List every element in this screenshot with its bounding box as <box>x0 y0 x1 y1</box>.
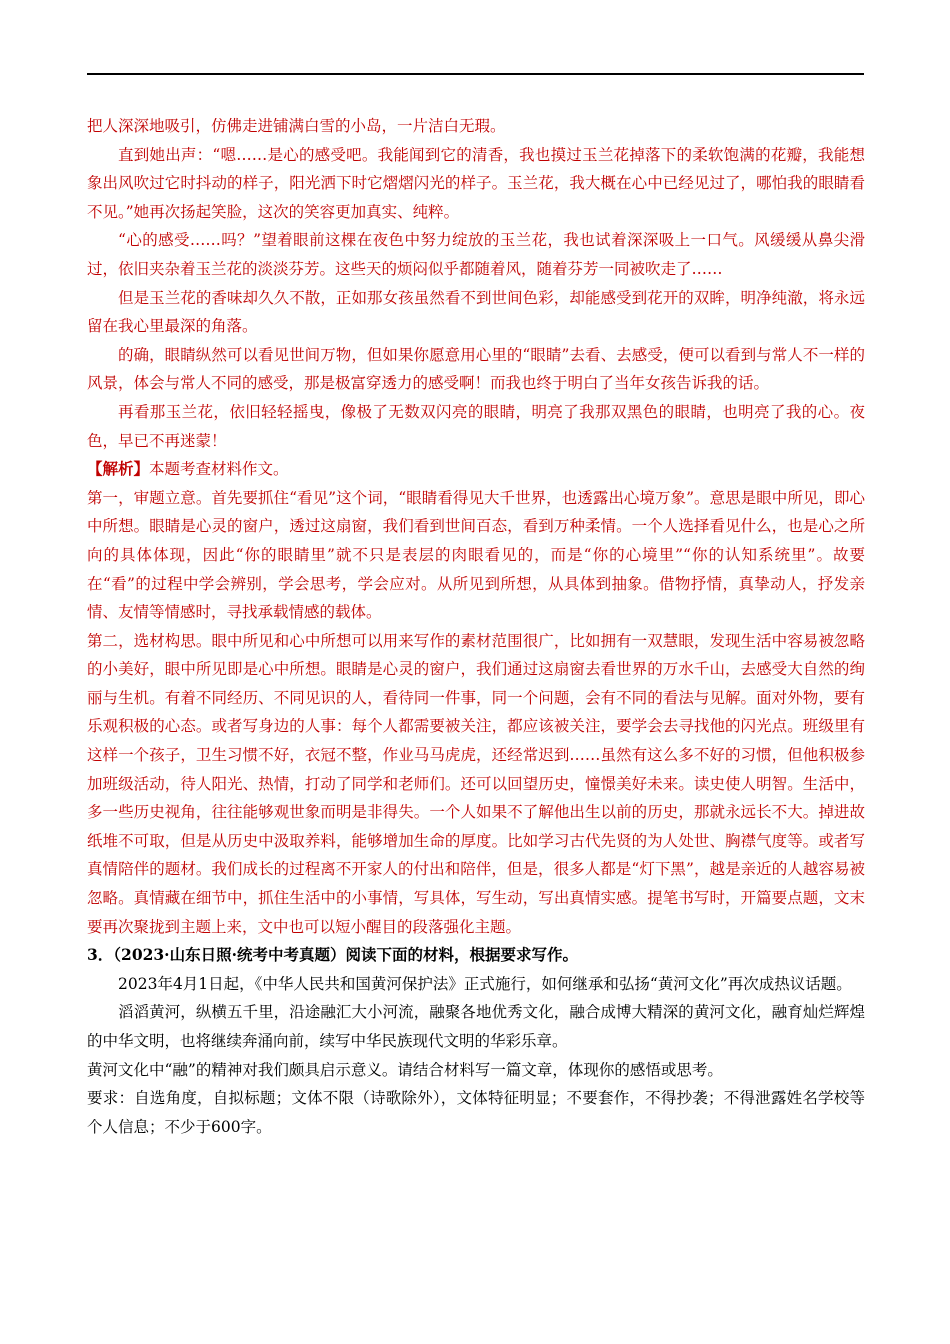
analysis-point-1: 第一，审题立意。首先要抓住“看见”这个词，“眼睛看得见大千世界，也透露出心境万象”。意思是眼中所见，即心中所想。眼睛是心灵的窗户，透过这扇窗，我们看到世间百态，看到万种柔情。一个人选择看见什么，也是心之所向的具体体现，因此“你的眼睛里”就不只是表层的肉眼看见的，而是“你的心境里”“你的认知系统里”。故要在“看”的过程中学会辨别，学会思考，学会应对。从所见到所想，从具体到抽象。借物抒情，真挚动人，抒发亲情、友情等情感时，寻找承载情感的载体。 <box>87 488 865 622</box>
essay-paragraph: 把人深深地吸引，仿佛走进铺满白雪的小岛，一片洁白无瑕。 <box>87 117 506 135</box>
question-3-requirements: 要求：自选角度，自拟标题；文体不限（诗歌除外），文体特征明显；不要套作，不得抄袭；不得泄露姓名学校等个人信息；不少于600字。 <box>87 1089 865 1136</box>
question-3-material-1: 2023年4月1日起，《中华人民共和国黄河保护法》正式施行，如何继承和弘扬“黄河文化”再次成热议话题。 <box>118 974 852 993</box>
analysis-intro-text: 本题考查材料作文。 <box>149 460 289 479</box>
question-3-header: 3．（2023·山东日照·统考中考真题）阅读下面的材料，根据要求写作。 <box>87 945 578 965</box>
analysis-tag: 【解析】 <box>87 459 150 479</box>
analysis-point-2: 第二，选材构思。眼中所见和心中所想可以用来写作的素材范围很广，比如拥有一双慧眼，发现生活中容易被忽略的小美好，眼中所见即是心中所想。眼睛是心灵的窗户，我们通过这扇窗去看世界的万水千山，去感受大自然的绚丽与生机。有着不同经历、不同见识的人，看待同一件事，同一个问题，会有不同的看法与见解。面对外物，要有乐观积极的心态。或者写身边的人事：每个人都需要被关注，都应该被关注，要学会去寻找他的闪光点。班级里有这样一个孩子，卫生习惯不好，衣冠不整，作业马马虎虎，还经常迟到……虽然有这么多不好的习惯，但他积极参加班级活动，待人阳光、热情，打动了同学和老师们。还可以回望历史，憧憬美好未来。读史使人明智。生活中，多一些历史视角，往往能够观世象而明是非得失。一个人如果不了解他出生以前的历史，那就永远长不大。掉进故纸堆不可取，但是从历史中汲取养料，能够增加生命的厚度。比如学习古代先贤的为人处世、胸襟气度等。或者写真情陪伴的题材。我们成长的过程离不开家人的付出和陪伴，但是，很多人都是“灯下黑”，越是亲近的人越容易被忽略。真情藏在细节中，抓住生活中的小事情，写具体，写生动，写出真情实感。提笔书写时，开篇要点题，文末要再次聚拢到主题上来，文中也可以短小醒目的段落强化主题。 <box>87 631 865 936</box>
question-3-prompt: 黄河文化中“融”的精神对我们颇具启示意义。请结合材料写一篇文章，体现你的感悟或思考。 <box>87 1060 723 1079</box>
analysis-intro <box>87 455 865 484</box>
essay-paragraph: 但是玉兰花的香味却久久不散，正如那女孩虽然看不到世间色彩，却能感受到花开的双眸，明净纯澈，将永远留在我心里最深的角落。 <box>87 288 865 336</box>
header-rule <box>87 73 864 75</box>
essay-paragraph: 的确，眼睛纵然可以看见世间万物，但如果你愿意用心里的“眼睛”去看、去感受，便可以看到与常人不一样的风景，体会与常人不同的感受，那是极富穿透力的感受啊！而我也终于明白了当年女孩告诉我的话。 <box>87 345 865 393</box>
essay-paragraph: 再看那玉兰花，依旧轻轻摇曳，像极了无数双闪亮的眼睛，明亮了我那双黑色的眼睛，也明亮了我的心。夜色，早已不再迷蒙！ <box>87 402 865 450</box>
essay-paragraph: “心的感受……吗？”望着眼前这棵在夜色中努力绽放的玉兰花，我也试着深深吸上一口气。风缓缓从鼻尖滑过，依旧夹杂着玉兰花的淡淡芬芳。这些天的烦闷似乎都随着风，随着芬芳一同被吹走了…… <box>87 231 865 278</box>
essay-paragraph: 直到她出声：“嗯……是心的感受吧。我能闻到它的清香，我也摸过玉兰花掉落下的柔软饱满的花瓣，我能想象出风吹过它时抖动的样子，阳光洒下时它熠熠闪光的样子。玉兰花，我大概在心中已经见过了，哪怕我的眼睛看不见。”她再次扬起笑脸，这次的笑容更加真实、纯粹。 <box>87 145 865 221</box>
question-3-material-2: 滔滔黄河，纵横五千里，沿途融汇大小河流，融聚各地优秀文化，融合成博大精深的黄河文化，融育灿烂辉煌的中华文明，也将继续奔涌向前，续写中华民族现代文明的华彩乐章。 <box>87 1003 865 1050</box>
page-content <box>87 112 865 1141</box>
